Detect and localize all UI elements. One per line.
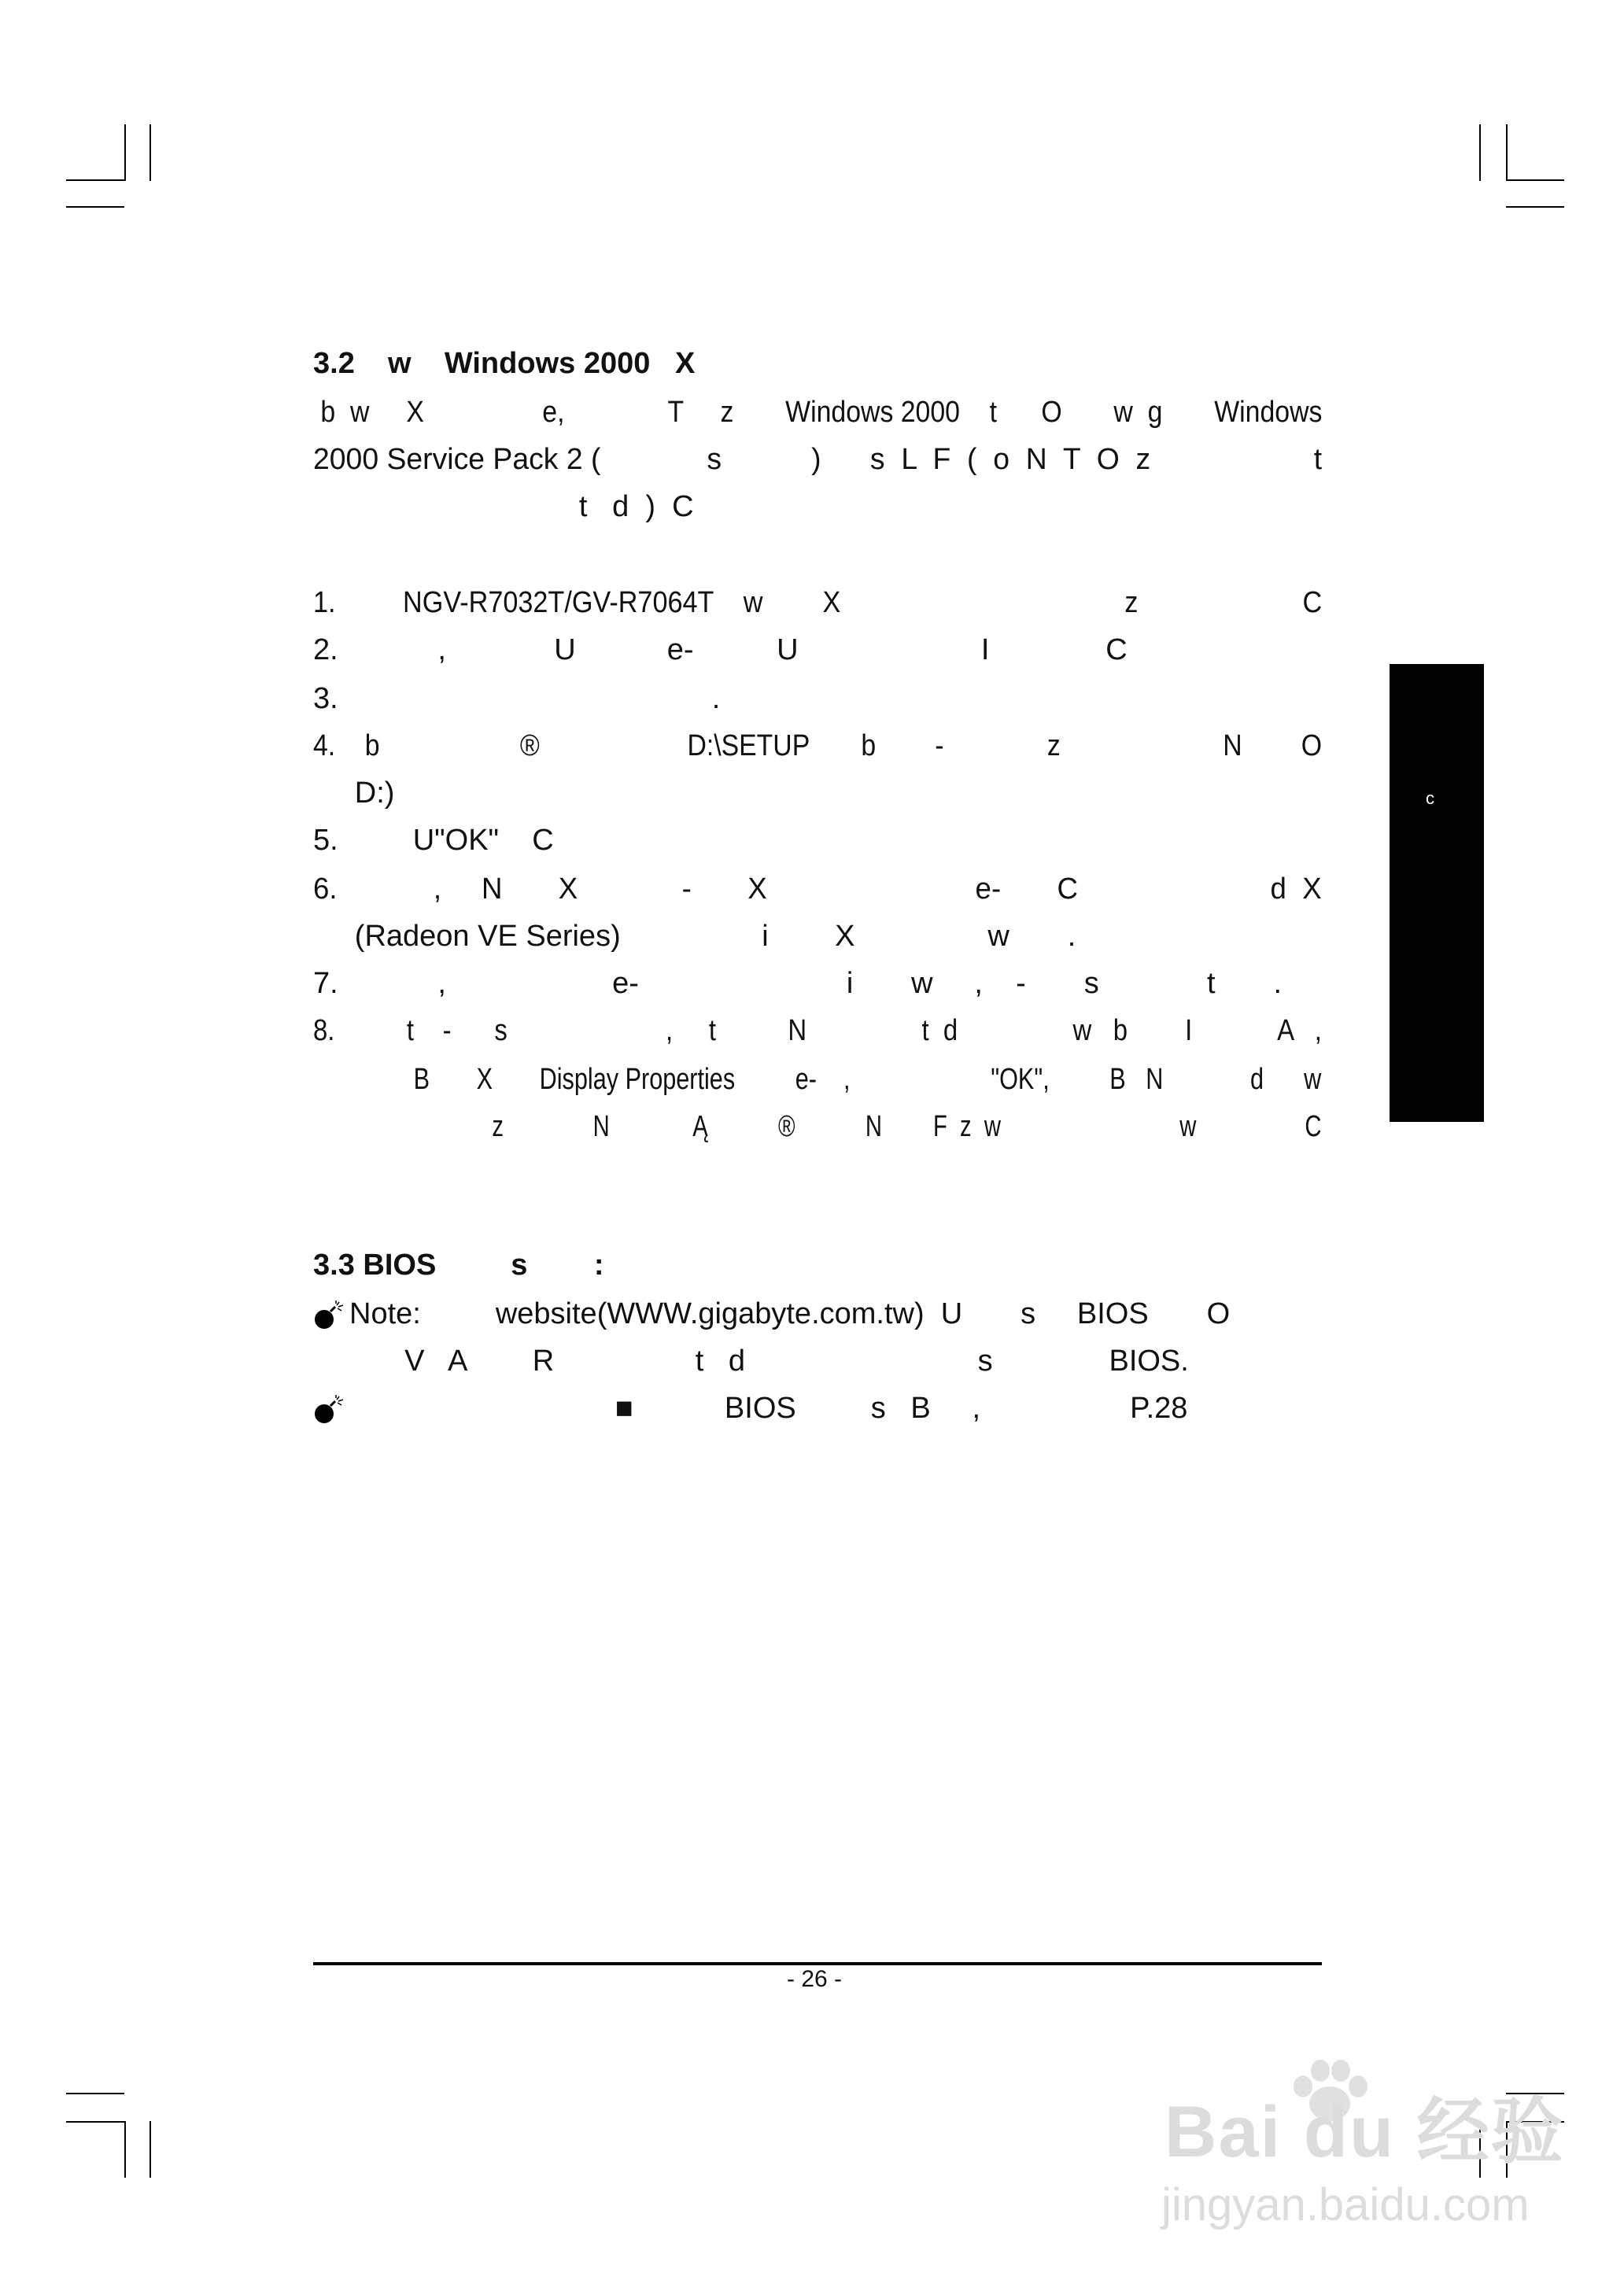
step-line: 4. b ® D:\SETUP b - z N O [313,729,1322,762]
note-line: V A R t d s BIOS. [313,1345,1189,1378]
watermark-brand: Bai du 经验 [1164,2092,1565,2172]
crop-mark [66,206,124,208]
step-line: 8. t - s , t N t d w b I A , [313,1014,1322,1047]
page-number: - 26 - [787,1966,843,1992]
crop-mark [1506,179,1564,181]
crop-mark [1506,124,1508,181]
step-line: (Radeon VE Series) i X w . [313,920,1076,953]
step-line: 1. NGV-R7032T/GV-R7064T w X z C [313,586,1323,619]
crop-mark [1479,124,1481,181]
step-line: 7. , e- i w , - s t . [313,967,1283,1000]
warning-line: ■ BIOS s B , P.28 [349,1392,1188,1425]
side-tab-label: c [1426,788,1434,808]
watermark-url: jingyan.baidu.com [1161,2179,1530,2230]
section-heading: 3.3 BIOS s : [313,1249,604,1282]
step-line: D:) [313,777,395,810]
crop-mark [149,2121,151,2178]
section-heading: 3.2 w Windows 2000 X [313,347,696,380]
note-line: Note: website(WWW.gigabyte.com.tw) U s BIOS O [349,1297,1231,1330]
step-line: 2. , U e- U I C [313,633,1128,666]
crop-mark [1506,206,1564,208]
bomb-icon [313,1394,351,1426]
paragraph-line: t d ) C [313,490,694,523]
crop-mark [149,124,151,181]
bomb-icon [313,1300,351,1331]
crop-mark [66,179,124,181]
crop-mark [66,2121,124,2123]
chapter-side-tab [1390,664,1484,1122]
paragraph-line: b w X e, T z Windows 2000 t O w g Windows [313,396,1323,429]
step-line: 5. U"OK" C [313,824,554,857]
crop-mark [124,124,126,181]
paragraph-line: 2000 Service Pack 2 ( s ) s L F ( o N T O z t [313,443,1323,476]
step-line: 6. , N X - X e- C d X [313,872,1322,906]
step-line: z N Ą ® N F z w w C [313,1110,1322,1143]
step-line: B X Display Properties e- , "OK", B N d w [313,1063,1322,1096]
crop-mark [66,2093,124,2094]
crop-mark [124,2121,126,2178]
step-line: 3. . [313,682,721,715]
